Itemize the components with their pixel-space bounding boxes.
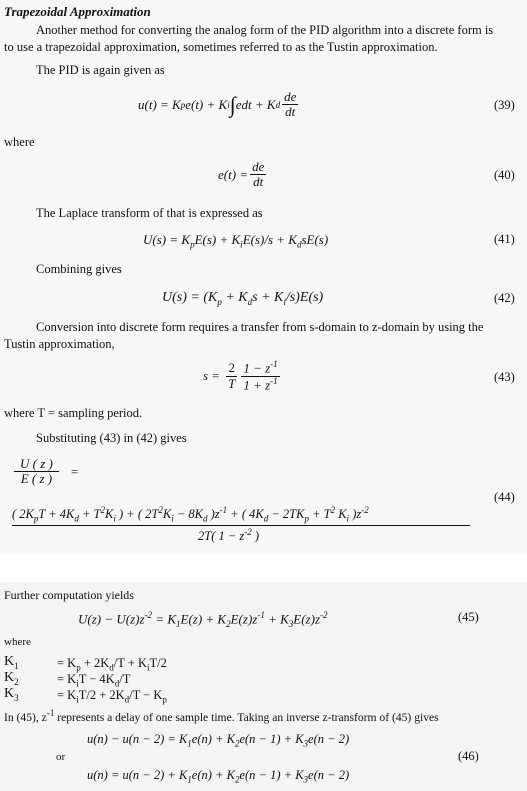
eq44-n9: + ( 4K	[227, 507, 264, 522]
paragraph-intro-line2: to use a trapezoidal approximation, sometimes referred to as the Tustin approximation.	[4, 40, 438, 54]
eq42-part-d: /s)E(s)	[285, 290, 324, 305]
eq39-fraction	[282, 90, 298, 120]
equation-number-39: (39)	[494, 98, 515, 112]
eq44-n11: + T	[308, 507, 331, 522]
eq46-l2-c: e(n − 1) + K	[239, 768, 304, 782]
equation-42: $U(s) = (K_p + K_ds + K_i/s)E(s)$	[162, 290, 324, 307]
paragraph-pid-given: The PID is again given as	[36, 63, 165, 77]
equation-number-44: (44)	[494, 490, 515, 504]
equation-number-41: (41)	[494, 232, 515, 246]
eq39-frac-numerator: de	[284, 89, 297, 104]
section-title: Trapezoidal Approximation	[4, 4, 151, 19]
eq41-part-d: sE(s)	[301, 232, 329, 247]
k1-def-c: /T + K	[113, 656, 147, 670]
eq45-p3: E(z) + K	[180, 611, 227, 627]
k1-def-b: + 2K	[80, 656, 110, 670]
eq44-numerator-U: U ( z )	[14, 457, 59, 472]
eq46-l1-a: u(n) − u(n − 2) = K	[87, 732, 188, 746]
eq43-lhs: s =	[203, 368, 221, 384]
equation-44-denominator: 2T( $1 - z^{-2}$ )	[198, 527, 260, 544]
eq45-p6: E(z)z	[293, 611, 320, 627]
equation-45: $U(z) - U(z)z^{-2} = K_1E(z) + K_2E(z)z^{-1} + K_3E(z)z^{-2}$	[78, 610, 328, 629]
k3-def-a: = K	[57, 688, 77, 702]
k3-letter: K	[4, 686, 15, 701]
or-label: or	[56, 751, 66, 763]
eq45-p2: = K	[152, 611, 176, 627]
document-section-further-computation	[0, 582, 527, 791]
eq45-p1: U(z) − U(z)z	[78, 611, 145, 627]
integral-sign: ∫	[229, 91, 236, 117]
eq44-n7: − 8K	[173, 507, 203, 522]
eq40-frac-denominator: dt	[253, 174, 264, 190]
delay-text-b: represents a delay of one sample time. Taking an inverse z-transform of (45) gives	[54, 710, 439, 724]
paragraph-substituting: Substituting (43) in (42) gives	[36, 431, 187, 445]
k3-def-b: T/2 + 2K	[78, 688, 125, 702]
paragraph-sampling: where T = sampling period.	[4, 406, 143, 420]
equation-46-line1: $u(n) - u(n - 2) = K_1e(n) + K_2e(n - 1) + K_3e(n - 2)$	[87, 732, 350, 749]
eq44-n1: ( 2K	[12, 507, 34, 522]
equation-number-46: (46)	[458, 749, 479, 763]
equation-40	[218, 160, 268, 190]
eq39-frac-denominator: dt	[285, 104, 296, 120]
k2-def-c: /T	[119, 672, 131, 686]
eq46-l1-b: e(n) + K	[191, 732, 235, 746]
equation-46-line2: $u(n) = u(n - 2) + K_1e(n) + K_2e(n - 1) + K_3e(n - 2)$	[87, 768, 350, 785]
k2-letter: K	[4, 670, 15, 685]
equation-44-lhs	[12, 457, 78, 487]
equation-41: $U(s) = K_pE(s) + K_iE(s)/s + K_dsE(s)$	[143, 232, 329, 250]
eq44-n2: T + 4K	[38, 507, 75, 522]
eq43-fraction-2-over-T	[226, 361, 237, 391]
k3-label: $K_3$	[4, 686, 19, 703]
paragraph-combining: Combining gives	[36, 262, 122, 276]
k1-definition: = $K_p + 2K_d/T + K_iT/2$	[57, 656, 167, 673]
eq39-mid: e(t) + K	[185, 96, 228, 112]
eq43-T: T	[228, 375, 236, 391]
eq41-part-a: U(s) = K	[143, 232, 191, 247]
eq45-p4: E(z)z	[230, 611, 258, 627]
eq46-l2-d: e(n − 2)	[308, 768, 350, 782]
equation-number-43: (43)	[494, 370, 515, 384]
equation-43	[203, 360, 282, 392]
equation-number-42: (42)	[494, 291, 515, 305]
eq44-n12: K	[335, 507, 347, 522]
eq40-fraction	[250, 160, 266, 190]
k1-letter: K	[4, 654, 15, 669]
k1-label: $K_1$	[4, 654, 19, 671]
eq40-frac-numerator: de	[252, 159, 265, 174]
k1-def-d: T/2	[149, 656, 167, 670]
eq45-p5: + K	[264, 611, 289, 627]
eq46-l2-b: e(n) + K	[191, 768, 235, 782]
eq44-d2: )	[251, 529, 260, 544]
eq42-part-c: s + K	[252, 290, 284, 305]
eq46-l1-c: e(n − 1) + K	[239, 732, 304, 746]
eq43-two: 2	[228, 360, 235, 376]
eq44-denominator-E: E ( z )	[20, 471, 53, 487]
eq41-part-b: E(s) + K	[194, 232, 241, 247]
eq44-equals: =	[70, 463, 79, 479]
eq44-n10: − 2TK	[268, 507, 305, 522]
k2-definition: = $K_iT - 4K_d/T$	[57, 672, 131, 689]
equation-44-numerator: ( $2K_pT + 4K_d + T^2K_i$ ) + ( $2T^2K_i - 8K_d$ )$z^{-1}$ + ( $4K_d - 2TK_p + T^2$ $K_i$ )$z^{-2}$	[12, 505, 369, 524]
eq44-fraction-UE	[14, 457, 59, 487]
eq42-part-b: + K	[221, 290, 248, 305]
k2-def-b: T − 4K	[78, 672, 115, 686]
eq39-int: edt + K	[235, 96, 276, 112]
paragraph-conversion-line2: Tustin approximation,	[4, 337, 115, 351]
eq44-n3: + T	[78, 507, 101, 522]
paragraph-delay: In (45), $z^{-1}$ represents a delay of one sample time. Taking an inverse z-transform of (45) gives	[4, 708, 439, 724]
equation-number-45: (45)	[458, 610, 479, 624]
paragraph-intro-line1: Another method for converting the analog form of the PID algorithm into a discrete form is	[36, 23, 494, 37]
paragraph-laplace: The Laplace transform of that is expressed as	[36, 206, 263, 220]
eq46-l1-d: e(n − 2)	[308, 732, 350, 746]
eq40-lhs: e(t) =	[218, 166, 249, 182]
delay-text-a: In (45), z	[4, 710, 47, 724]
eq43-numerator: 1 − z	[243, 360, 271, 376]
eq43-fraction-z: $\frac{1 - z^{-1}}{1 + z^{-1}}$	[243, 359, 278, 392]
where-label-1: where	[4, 135, 35, 149]
eq44-fraction-bar	[12, 525, 470, 526]
k1-def-a: = K	[57, 656, 77, 670]
eq44-d1: 2T( 1 − z	[198, 529, 245, 544]
k3-def-c: /T − K	[129, 688, 163, 702]
where-label-2: where	[4, 636, 31, 648]
eq44-n13: )z	[349, 507, 362, 522]
paragraph-conversion-line1: Conversion into discrete form requires a transfer from s-domain to z-domain by using the	[36, 320, 484, 334]
k3-definition: = $K_iT/2 + 2K_d/T - K_p$	[57, 688, 167, 705]
equation-number-40: (40)	[494, 168, 515, 182]
eq43-denominator: 1 + z	[243, 376, 271, 392]
eq44-n6: K	[162, 507, 172, 522]
k2-def-a: = K	[57, 672, 77, 686]
eq44-n5: ) + ( 2T	[115, 507, 159, 522]
eq41-part-c: E(s)/s + K	[242, 232, 297, 247]
eq44-n4: K	[105, 507, 114, 522]
equation-39: u(t) = K p e(t) + K i ∫ edt + K d $\frac{de}{dt}$	[138, 89, 297, 120]
eq44-n8: )z	[207, 507, 220, 522]
eq46-l2-a: u(n) = u(n − 2) + K	[87, 768, 188, 782]
eq42-part-a: U(s) = (K	[162, 290, 218, 305]
paragraph-further: Further computation yields	[4, 588, 134, 602]
k2-label: $K_2$	[4, 670, 19, 687]
eq39-lhs: u(t) = K	[138, 96, 181, 112]
